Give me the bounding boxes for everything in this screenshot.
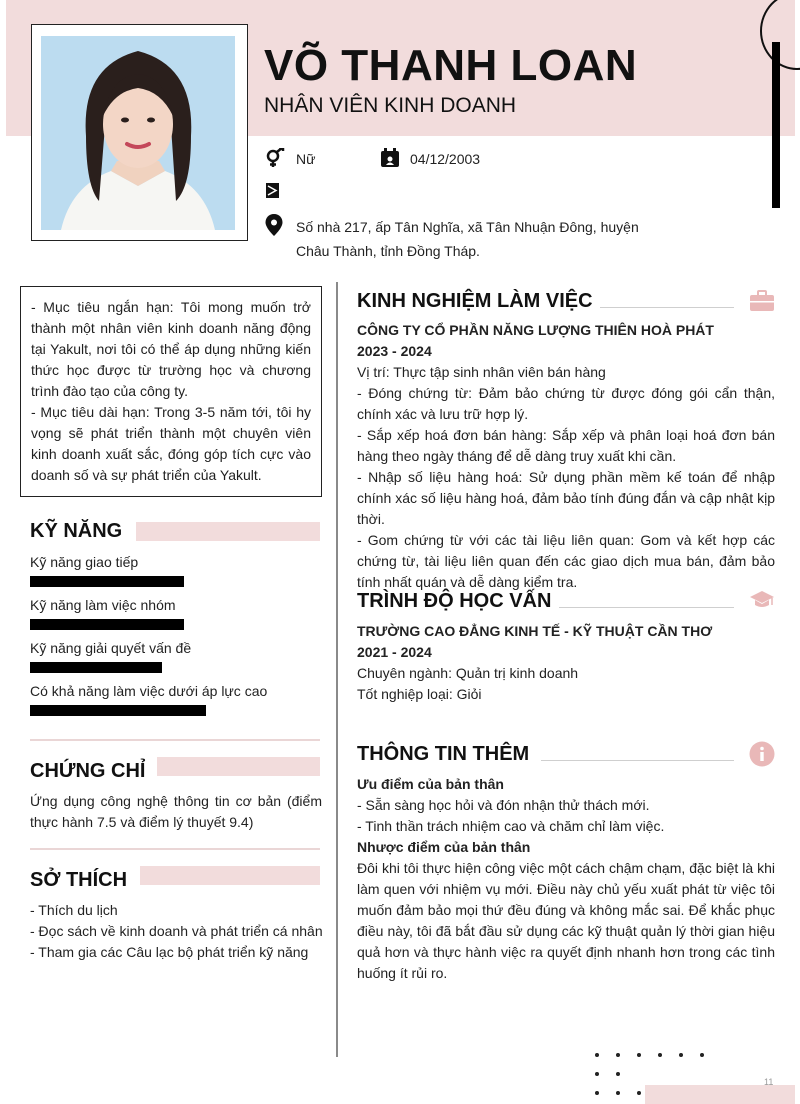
header-black-bar: [772, 42, 780, 208]
experience-period: 2023 - 2024: [357, 343, 432, 359]
hobbies-title: SỞ THÍCH: [30, 869, 128, 891]
skill-level-bar: [30, 705, 206, 716]
duty-item: - Sắp xếp hoá đơn bán hàng: Sắp xếp và phân loại hoá đơn bán hàng theo ngày tháng để dễ dàng truy xuất khi cần.: [357, 427, 775, 464]
experience-position: Vị trí: Thực tập sinh nhân viên bán hàng: [357, 364, 606, 380]
dot: [595, 1072, 599, 1076]
skill-label: Kỹ năng làm việc nhóm: [30, 597, 176, 613]
column-divider: [336, 282, 338, 1057]
dot: [616, 1091, 620, 1095]
dot: [700, 1053, 704, 1057]
dot: [679, 1053, 683, 1057]
section-divider: [30, 739, 320, 741]
gender-icon: [264, 148, 286, 173]
career-objective-box: [20, 286, 322, 497]
strength-item: - Tinh thần trách nhiệm cao và chăm chỉ làm việc.: [357, 818, 665, 834]
email-icon: [266, 183, 279, 203]
duty-item: - Đóng chứng từ: Đảm bảo chứng từ được đóng gói cẩn thận, chính xác và lưu trữ hợp lý.: [357, 385, 775, 422]
skill-label: Kỹ năng giao tiếp: [30, 554, 139, 570]
objective-short-term: - Mục tiêu ngắn hạn: Tôi mong muốn trở thành một nhân viên kinh doanh năng động tại Yakult, nơi tôi có thể áp dụng những kiến thức học được từ trường học và chương trình đào tạo của công ty.: [31, 299, 311, 399]
candidate-name: VÕ THANH LOAN: [264, 41, 638, 90]
certificates-title: CHỨNG CHỈ: [30, 760, 146, 782]
duty-item: - Gom chứng từ với các tài liệu liên quan: Gom và kết hợp các chứng từ, tài liệu liên quan đến các giao dịch mua bán, đảm bảo tính nhất quán và dễ dàng kiểm tra.: [357, 532, 775, 590]
page-mark: 11: [764, 1077, 774, 1087]
job-title: NHÂN VIÊN KINH DOANH: [264, 94, 517, 117]
experience-duties: [357, 383, 775, 593]
certificate-text: Ứng dụng công nghệ thông tin cơ bản (điểm thực hành 7.5 và điểm lý thuyết 9.4): [30, 793, 322, 830]
additional-info-title: THÔNG TIN THÊM: [357, 743, 530, 765]
briefcase-icon: [749, 290, 775, 317]
education-period: 2021 - 2024: [357, 644, 432, 660]
company-name: CÔNG TY CỔ PHẦN NĂNG LƯỢNG THIÊN HOÀ PHÁT: [357, 322, 714, 338]
experience-title-line: [600, 307, 734, 308]
skills-title-bar: [136, 522, 320, 541]
weaknesses-title: Nhược điểm của bản thân: [357, 839, 531, 855]
additional-title-line: [541, 760, 734, 761]
hobby-item: - Thích du lịch: [30, 902, 118, 918]
dot: [658, 1053, 662, 1057]
duty-item: - Nhập số liệu hàng hoá: Sử dụng phần mềm kế toán để nhập chính xác số liệu hàng hoá, đảm bảo tính đúng đắn và cập nhật kịp thời.: [357, 469, 775, 527]
education-major: Chuyên ngành: Quản trị kinh doanh: [357, 665, 579, 681]
strength-item: - Sẵn sàng học hỏi và đón nhận thử thách mới.: [357, 797, 650, 813]
info-icon: [749, 741, 775, 772]
profile-photo: [41, 36, 235, 230]
skill-label: Có khả năng làm việc dưới áp lực cao: [30, 683, 268, 699]
hobby-item: - Đọc sách về kinh doanh và phát triển cá nhân: [30, 923, 323, 939]
weaknesses-text: Đôi khi tôi thực hiện công việc một cách chậm chạm, đặc biệt là khi làm quen với nhiệm vụ mới. Điều này chủ yếu xuất phát từ việc tôi muốn đảm bảo mọi thứ đều đúng và không mắc sai. Để khắc phục điều này, tôi đã bắt đầu sử dụng các kỹ thuật quản lý thời gian hiệu quả hơn và thực hành việc ra quyết định nhanh hơn trong các tình huống ít rủi ro.: [357, 860, 775, 981]
gender-row: [264, 148, 286, 173]
dot: [637, 1053, 641, 1057]
skill-level-bar: [30, 662, 162, 673]
skill-label: Kỹ năng giải quyết vấn đề: [30, 640, 192, 656]
skill-level-bar: [30, 619, 184, 630]
dot: [595, 1053, 599, 1057]
strengths-title: Ưu điểm của bản thân: [357, 776, 504, 792]
gender-value: Nữ: [296, 151, 316, 167]
location-icon: [265, 214, 283, 241]
certificates-title-bar: [157, 757, 320, 776]
dot: [616, 1053, 620, 1057]
dot: [637, 1091, 641, 1095]
graduation-cap-icon: [749, 590, 775, 615]
education-grade: Tốt nghiệp loại: Giỏi: [357, 686, 482, 702]
skill-level-bar: [30, 576, 184, 587]
school-name: TRƯỜNG CAO ĐẲNG KINH TẾ - KỸ THUẬT CẦN THƠ: [357, 623, 713, 639]
education-title-line: [559, 607, 734, 608]
section-divider: [30, 848, 320, 850]
footer-pink-bar: [645, 1085, 795, 1104]
address-value: Số nhà 217, ấp Tân Nghĩa, xã Tân Nhuận Đông, huyện Châu Thành, tỉnh Đồng Tháp.: [296, 219, 639, 259]
birthdate-value: 04/12/2003: [410, 151, 481, 167]
dot: [595, 1091, 599, 1095]
hobby-item: - Tham gia các Câu lạc bộ phát triển kỹ năng: [30, 944, 309, 960]
objective-long-term: - Mục tiêu dài hạn: Trong 3-5 năm tới, tôi hy vọng sẽ phát triển thành một chuyên viên kinh doanh xuất sắc, đóng góp tích cực vào doanh số và sự phát triển của Yakult.: [31, 404, 311, 483]
education-title: TRÌNH ĐỘ HỌC VẤN: [357, 590, 552, 612]
dot: [616, 1072, 620, 1076]
hobbies-title-bar: [140, 866, 320, 885]
experience-title: KINH NGHIỆM LÀM VIỆC: [357, 290, 593, 312]
calendar-icon: [380, 148, 400, 173]
skills-title: KỸ NĂNG: [30, 520, 123, 542]
